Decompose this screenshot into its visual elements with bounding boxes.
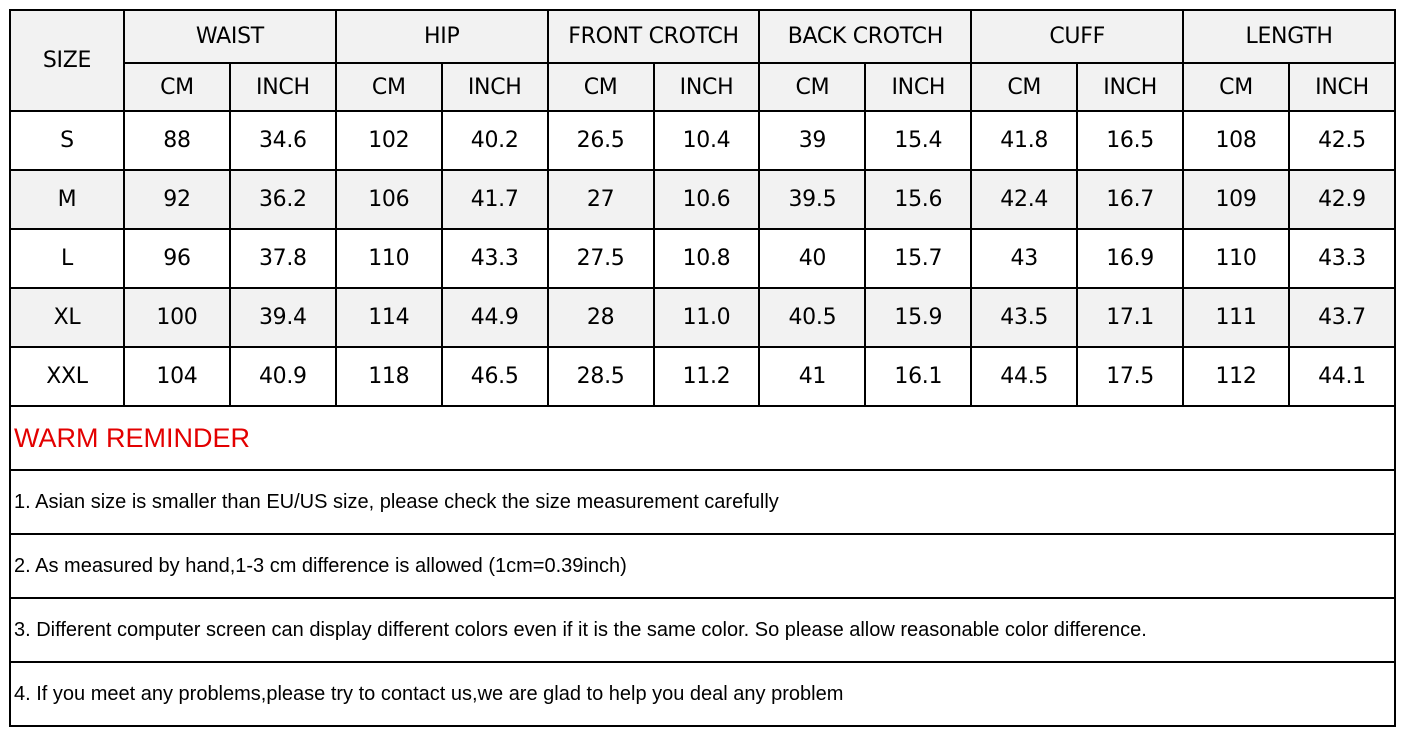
- table-row: [10, 347, 1395, 406]
- reminder-item: 2. As measured by hand,1-3 cm difference is allowed (1cm=0.39inch): [10, 534, 1395, 598]
- table-cell: 46.5: [442, 347, 548, 406]
- table-row: [10, 111, 1395, 170]
- unit-header: CM: [124, 63, 230, 111]
- unit-header: INCH: [865, 63, 971, 111]
- table-cell: 40.2: [442, 111, 548, 170]
- table-cell: 36.2: [230, 170, 336, 229]
- table-row: [10, 229, 1395, 288]
- header-row-groups: [10, 10, 1395, 63]
- table-cell: 43.7: [1289, 288, 1395, 347]
- table-cell: 16.5: [1077, 111, 1183, 170]
- table-cell: 39.4: [230, 288, 336, 347]
- unit-header: CM: [971, 63, 1077, 111]
- table-cell: 16.7: [1077, 170, 1183, 229]
- reminder-title: WARM REMINDER: [10, 407, 1395, 470]
- unit-header: INCH: [654, 63, 760, 111]
- table-cell: 43.5: [971, 288, 1077, 347]
- table-cell: 27.5: [548, 229, 654, 288]
- table-cell: 17.5: [1077, 347, 1183, 406]
- table-cell: 109: [1183, 170, 1289, 229]
- reminder-table: [9, 407, 1396, 727]
- group-header-waist: WAIST: [124, 10, 336, 63]
- table-cell: 43.3: [1289, 229, 1395, 288]
- table-cell: 10.4: [654, 111, 760, 170]
- table-cell: 106: [336, 170, 442, 229]
- table-cell: 11.2: [654, 347, 760, 406]
- table-cell: 108: [1183, 111, 1289, 170]
- table-cell: 16.9: [1077, 229, 1183, 288]
- size-chart: [9, 9, 1396, 727]
- size-cell: L: [10, 229, 124, 288]
- table-cell: 10.8: [654, 229, 760, 288]
- table-cell: 42.4: [971, 170, 1077, 229]
- size-cell: XL: [10, 288, 124, 347]
- unit-header: CM: [1183, 63, 1289, 111]
- table-cell: 39.5: [759, 170, 865, 229]
- reminder-item: 1. Asian size is smaller than EU/US size, please check the size measurement carefully: [10, 470, 1395, 534]
- table-cell: 15.6: [865, 170, 971, 229]
- unit-header: INCH: [442, 63, 548, 111]
- table-cell: 41: [759, 347, 865, 406]
- table-cell: 26.5: [548, 111, 654, 170]
- table-cell: 111: [1183, 288, 1289, 347]
- table-cell: 92: [124, 170, 230, 229]
- table-cell: 27: [548, 170, 654, 229]
- group-header-front-crotch: FRONT CROTCH: [548, 10, 760, 63]
- table-cell: 41.8: [971, 111, 1077, 170]
- table-cell: 96: [124, 229, 230, 288]
- unit-header: INCH: [1077, 63, 1183, 111]
- table-cell: 15.9: [865, 288, 971, 347]
- table-cell: 43: [971, 229, 1077, 288]
- size-column-header: SIZE: [10, 10, 124, 111]
- table-cell: 28: [548, 288, 654, 347]
- unit-header: CM: [759, 63, 865, 111]
- table-cell: 41.7: [442, 170, 548, 229]
- table-cell: 37.8: [230, 229, 336, 288]
- unit-header: CM: [548, 63, 654, 111]
- table-cell: 40.5: [759, 288, 865, 347]
- table-cell: 44.9: [442, 288, 548, 347]
- size-cell: XXL: [10, 347, 124, 406]
- table-cell: 100: [124, 288, 230, 347]
- table-row: [10, 288, 1395, 347]
- table-cell: 110: [1183, 229, 1289, 288]
- table-cell: 112: [1183, 347, 1289, 406]
- table-cell: 15.4: [865, 111, 971, 170]
- group-header-length: LENGTH: [1183, 10, 1395, 63]
- table-cell: 43.3: [442, 229, 548, 288]
- size-cell: M: [10, 170, 124, 229]
- group-header-back-crotch: BACK CROTCH: [759, 10, 971, 63]
- table-cell: 104: [124, 347, 230, 406]
- unit-header: INCH: [1289, 63, 1395, 111]
- table-cell: 118: [336, 347, 442, 406]
- table-cell: 102: [336, 111, 442, 170]
- table-cell: 114: [336, 288, 442, 347]
- table-cell: 40: [759, 229, 865, 288]
- table-cell: 28.5: [548, 347, 654, 406]
- table-cell: 17.1: [1077, 288, 1183, 347]
- header-row-units: [10, 63, 1395, 111]
- table-cell: 10.6: [654, 170, 760, 229]
- reminder-item: 3. Different computer screen can display different colors even if it is the same color. So please allow reasonable color difference.: [10, 598, 1395, 662]
- table-row: [10, 170, 1395, 229]
- table-cell: 16.1: [865, 347, 971, 406]
- group-header-hip: HIP: [336, 10, 548, 63]
- table-cell: 44.1: [1289, 347, 1395, 406]
- table-cell: 39: [759, 111, 865, 170]
- group-header-cuff: CUFF: [971, 10, 1183, 63]
- table-cell: 40.9: [230, 347, 336, 406]
- table-cell: 11.0: [654, 288, 760, 347]
- table-cell: 44.5: [971, 347, 1077, 406]
- table-cell: 88: [124, 111, 230, 170]
- unit-header: CM: [336, 63, 442, 111]
- table-cell: 42.9: [1289, 170, 1395, 229]
- size-cell: S: [10, 111, 124, 170]
- unit-header: INCH: [230, 63, 336, 111]
- size-table: [9, 9, 1396, 407]
- table-cell: 15.7: [865, 229, 971, 288]
- table-cell: 34.6: [230, 111, 336, 170]
- reminder-item: 4. If you meet any problems,please try to contact us,we are glad to help you deal any problem: [10, 662, 1395, 726]
- table-cell: 110: [336, 229, 442, 288]
- table-cell: 42.5: [1289, 111, 1395, 170]
